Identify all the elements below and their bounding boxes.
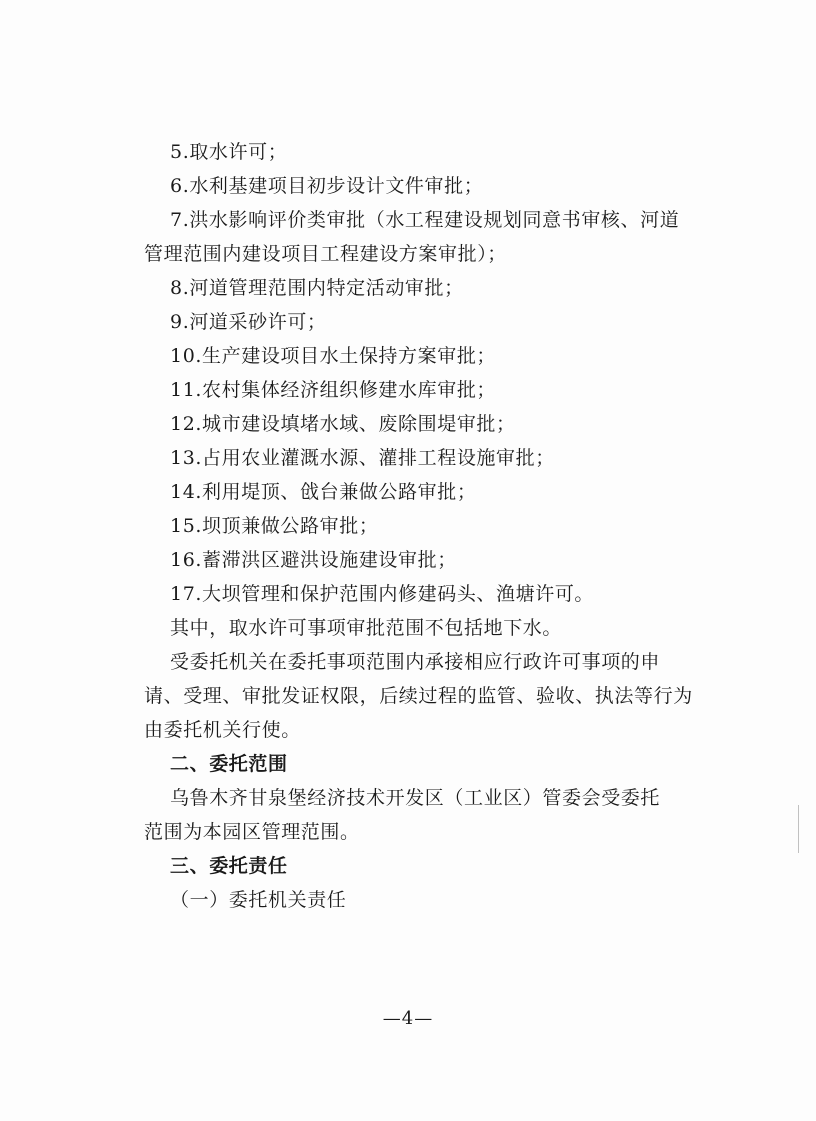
list-item: 13.占用农业灌溉水源、灌排工程设施审批； [170, 447, 555, 469]
list-item: 10.生产建设项目水土保持方案审批； [170, 345, 497, 367]
list-item: 12.城市建设填堵水域、废除围堤审批； [170, 413, 516, 435]
authority-paragraph-line: 由委托机关行使。 [144, 719, 301, 741]
list-item: 14.利用堤顶、戗台兼做公路审批； [170, 481, 477, 503]
authority-paragraph-line: 请、受理、审批发证权限，后续过程的监管、验收、执法等行为 [144, 685, 693, 707]
list-item-continuation: 管理范围内建设项目工程建设方案审批）； [144, 243, 507, 265]
authority-paragraph-line: 受委托机关在委托事项范围内承接相应行政许可事项的申 [170, 651, 661, 673]
list-item: 6.水利基建项目初步设计文件审批； [170, 175, 484, 197]
scope-paragraph-line: 乌鲁木齐甘泉堡经济技术开发区（工业区）管委会受委托 [170, 787, 661, 809]
list-item: 15.坝顶兼做公路审批； [170, 515, 379, 537]
subheading-entrusting-authority: （一）委托机关责任 [170, 889, 347, 911]
list-item: 7.洪水影响评价类审批（水工程建设规划同意书审核、河道 [170, 209, 680, 231]
document-body [144, 135, 704, 917]
section-heading-responsibility: 三、委托责任 [170, 855, 288, 877]
list-item: 9.河道采砂许可； [170, 311, 327, 333]
scan-edge-mark [798, 805, 802, 853]
list-item: 17.大坝管理和保护范围内修建码头、渔塘许可。 [170, 583, 595, 605]
scope-paragraph-line: 范围为本园区管理范围。 [144, 821, 360, 843]
section-heading-scope: 二、委托范围 [170, 753, 288, 775]
page-number: —4— [382, 1008, 434, 1029]
list-item: 8.河道管理范围内特定活动审批； [170, 277, 464, 299]
list-item: 16.蓄滞洪区避洪设施建设审批； [170, 549, 457, 571]
list-item: 5.取水许可； [170, 141, 288, 163]
note-groundwater: 其中，取水许可事项审批范围不包括地下水。 [170, 617, 563, 639]
list-item: 11.农村集体经济组织修建水库审批； [170, 379, 497, 401]
